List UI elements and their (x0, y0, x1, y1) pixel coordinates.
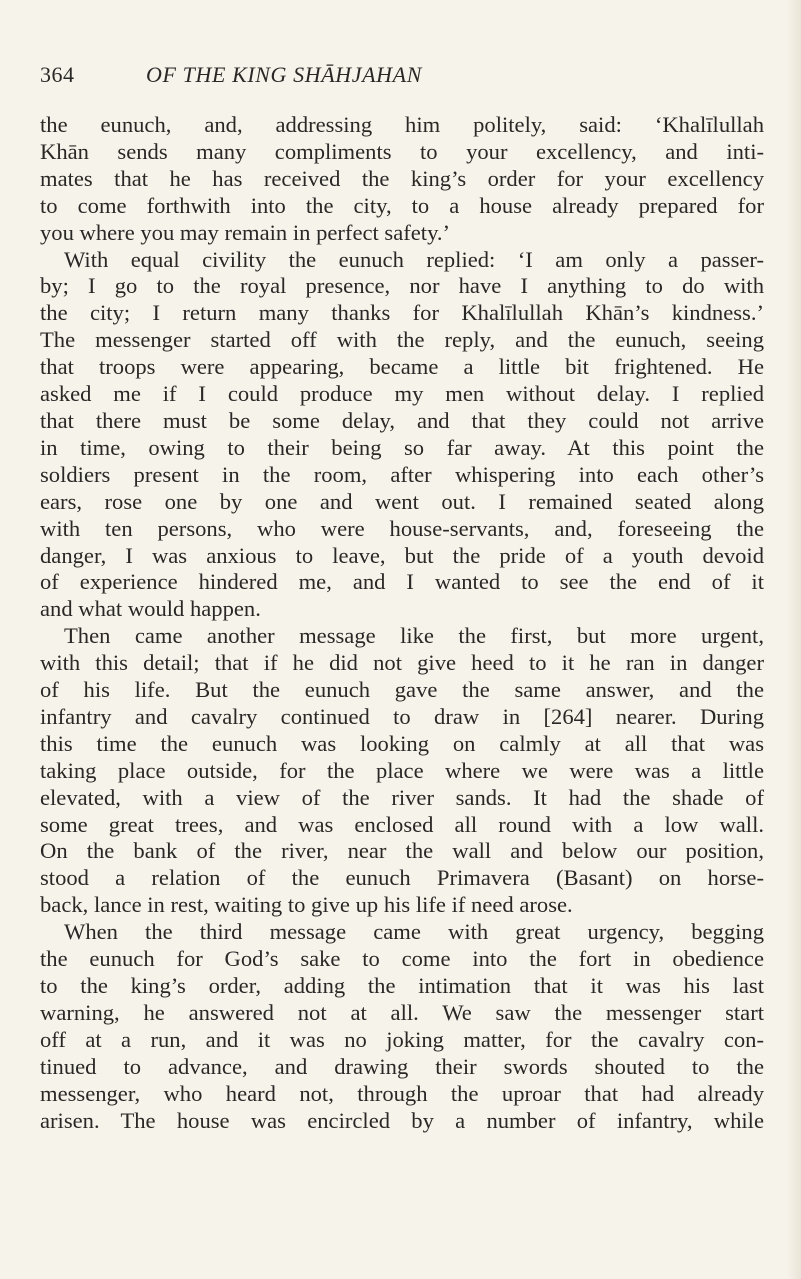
text-line: With equal civility the eunuch replied: ‘I am only a passer- (64, 246, 764, 272)
text-line: taking place outside, for the place where we were was a little (40, 757, 764, 783)
text-line: soldiers present in the room, after whispering into each other’s (40, 461, 764, 487)
text-line: danger, I was anxious to leave, but the pride of a youth devoid (40, 542, 764, 568)
text-line: stood a relation of the eunuch Primavera (Basant) on horse- (40, 865, 764, 891)
text-line: of experience hindered me, and I wanted to see the end of it (40, 569, 764, 595)
text-line: and what would happen. (40, 596, 261, 622)
text-line: to the king’s order, adding the intimation that it was his last (40, 973, 764, 998)
running-title: OF THE KING SHĀHJAHAN (146, 62, 422, 87)
text-line: off at a run, and it was no joking matter, for the cavalry con- (40, 1026, 764, 1052)
text-line: back, lance in rest, waiting to give up his life if need arose. (40, 892, 573, 918)
text-line: elevated, with a view of the river sands. It had the shade of (40, 784, 764, 810)
page-number: 364 (40, 62, 75, 87)
text-line: some great trees, and was enclosed all round with a low wall. (40, 811, 764, 837)
text-line: of his life. But the eunuch gave the same answer, and the (40, 677, 764, 703)
text-line: On the bank of the river, near the wall and below our position, (40, 838, 764, 864)
page-edge-shadow (787, 0, 801, 1279)
text-line: that there must be some delay, and that they could not arrive (40, 407, 764, 433)
text-line: ears, rose one by one and went out. I remained seated along (40, 488, 764, 514)
text-line: the eunuch, and, addressing him politely, said: ‘Khalīlullah (40, 112, 764, 137)
text-line: the eunuch for God’s sake to come into the fort in obedience (40, 946, 764, 972)
running-head (40, 62, 764, 92)
text-line: warning, he answered not at all. We saw the messenger start (40, 999, 764, 1025)
text-line: The messenger started off with the reply, and the eunuch, seeing (40, 327, 764, 353)
text-line: with this detail; that if he did not give heed to it he ran in danger (40, 650, 764, 676)
text-line: infantry and cavalry continued to draw in [264] nearer. During (40, 703, 764, 729)
text-line: by; I go to the royal presence, nor have I anything to do with (40, 273, 764, 299)
text-line: you where you may remain in perfect safety.’ (40, 219, 451, 245)
text-line: tinued to advance, and drawing their swords shouted to the (40, 1053, 764, 1079)
text-line: to come forthwith into the city, to a house already prepared for (40, 192, 764, 218)
text-line: in time, owing to their being so far away. At this point the (40, 434, 764, 460)
text-line: mates that he has received the king’s order for your excellency (40, 165, 764, 191)
text-line: arisen. The house was encircled by a number of infantry, while (40, 1107, 764, 1133)
text-line: Khān sends many compliments to your excellency, and inti- (40, 138, 764, 164)
text-line: that troops were appearing, became a little bit frightened. He (40, 354, 764, 380)
body-text (40, 112, 764, 1134)
text-line: messenger, who heard not, through the uproar that had already (40, 1080, 764, 1106)
text-line: with ten persons, who were house-servants, and, foreseeing the (40, 515, 764, 541)
text-line: When the third message came with great urgency, begging (64, 919, 764, 945)
text-line: the city; I return many thanks for Khalīlullah Khān’s kindness.’ (40, 300, 764, 326)
text-line: this time the eunuch was looking on calmly at all that was (40, 730, 764, 756)
text-line: Then came another message like the first, but more urgent, (64, 623, 764, 649)
text-line: asked me if I could produce my men without delay. I replied (40, 381, 764, 407)
